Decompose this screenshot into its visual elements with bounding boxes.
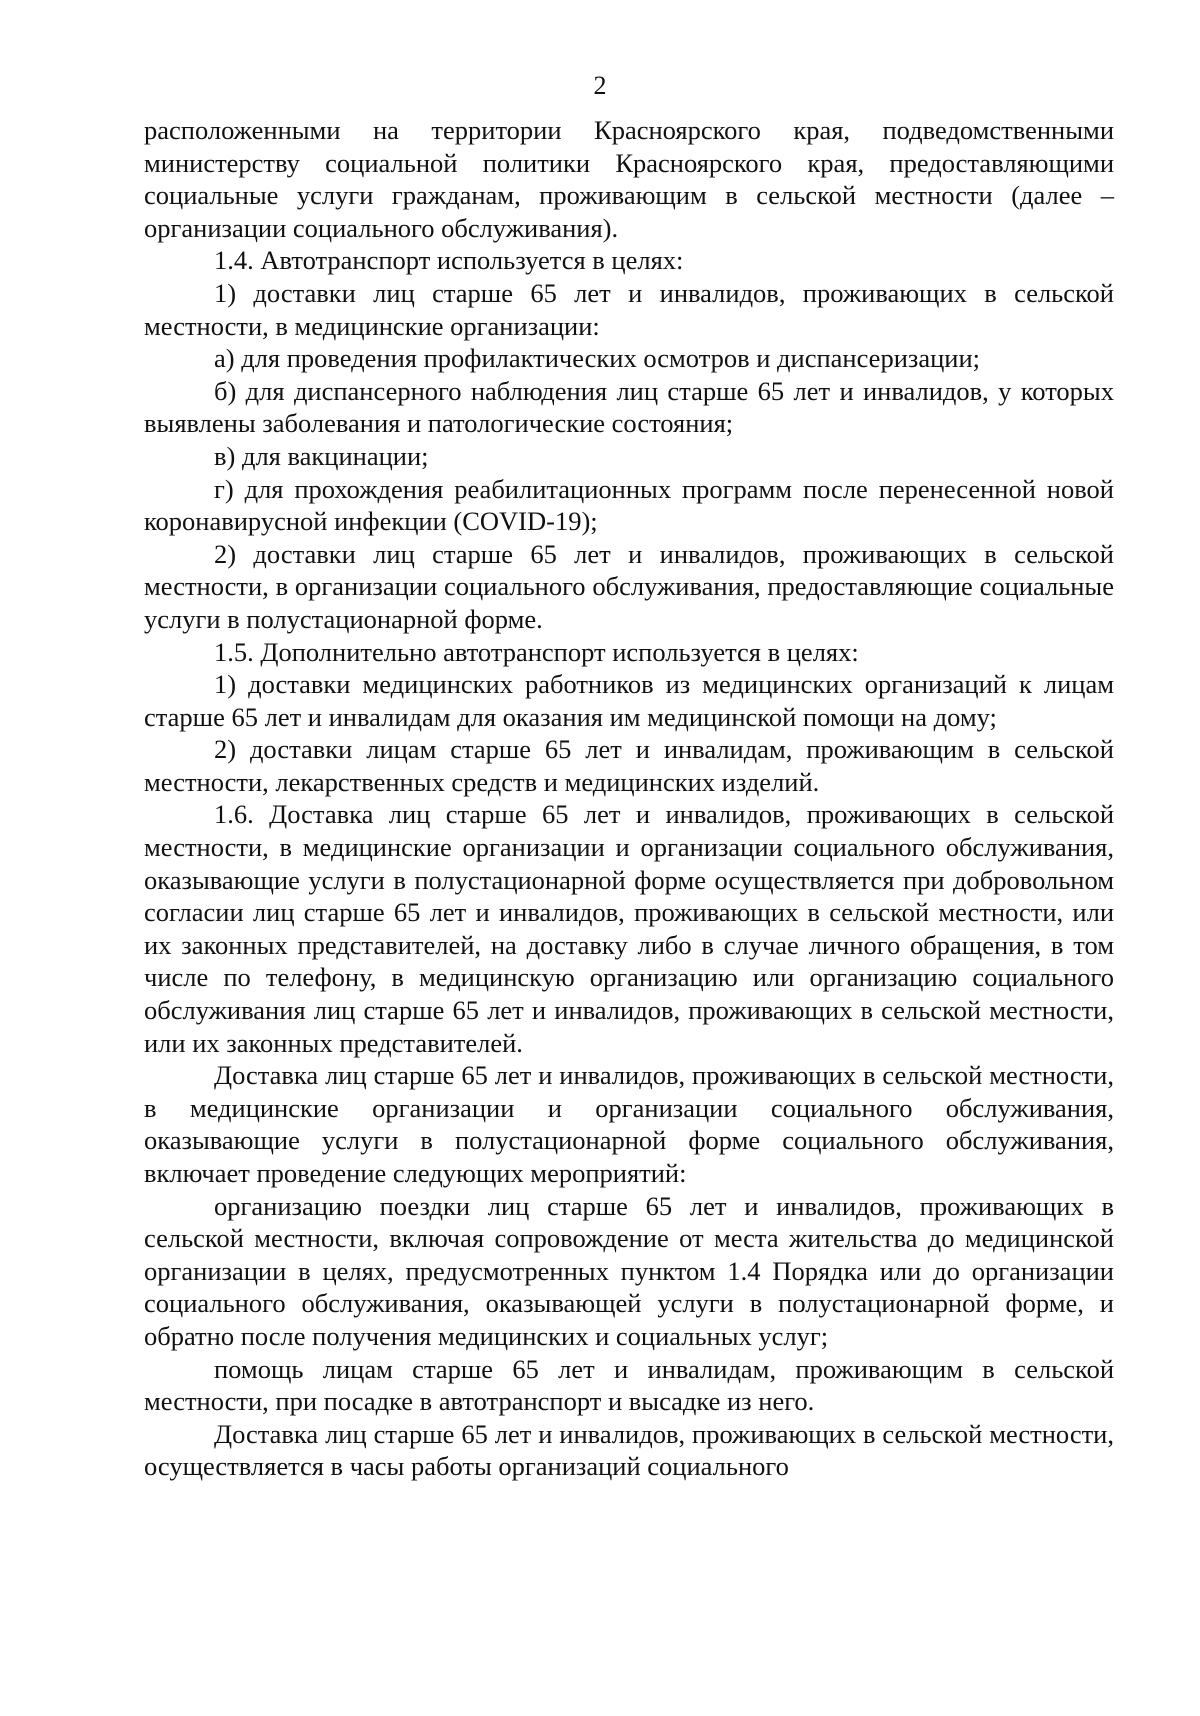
paragraph: б) для диспансерного наблюдения лиц старше 65 лет и инвалидов, у которых выявлены заболевания и патологические состояния; bbox=[144, 375, 1114, 439]
paragraph: 1.4. Автотранспорт используется в целях: bbox=[214, 245, 684, 276]
paragraph: 1) доставки лиц старше 65 лет и инвалидов, проживающих в сельской местности, в медицинские организации: bbox=[144, 277, 1114, 341]
paragraph: 1.5. Дополнительно автотранспорт используется в целях: bbox=[214, 636, 859, 667]
paragraph: г) для прохождения реабилитационных программ после перенесенной новой коронавирусной инфекции (COVID-19); bbox=[144, 473, 1114, 537]
paragraph: Доставка лиц старше 65 лет и инвалидов, проживающих в сельской местности, в медицинские организации и организации социального обслуживания, оказывающие услуги в полустационарной форме социального обслуживания, включает проведение следующих мероприятий: bbox=[144, 1060, 1114, 1188]
paragraph: 1) доставки медицинских работников из медицинских организаций к лицам старше 65 лет и инвалидам для оказания им медицинской помощи на дому; bbox=[144, 669, 1114, 732]
paragraph: в) для вакцинации; bbox=[214, 440, 429, 471]
paragraph: 2) доставки лиц старше 65 лет и инвалидов, проживающих в сельской местности, в организации социального обслуживания, предоставляющие социальные услуги в полустационарной форме. bbox=[144, 538, 1114, 634]
paragraph: Доставка лиц старше 65 лет и инвалидов, проживающих в сельской местности, осуществляется в часы работы организаций социального bbox=[144, 1418, 1114, 1482]
paragraph: 2) доставки лицам старше 65 лет и инвалидам, проживающим в сельской местности, лекарственных средств и медицинских изделий. bbox=[144, 734, 1114, 797]
document-body bbox=[144, 114, 1114, 1483]
paragraph: помощь лицам старше 65 лет и инвалидам, проживающим в сельской местности, при посадке в автотранспорт и высадке из него. bbox=[144, 1353, 1114, 1417]
paragraph: 1.6. Доставка лиц старше 65 лет и инвалидов, проживающих в сельской местности, в медицинские организации и организации социального обслуживания, оказывающие услуги в полустационарной форме осуществляется при добровольном согласии лиц старше 65 лет и инвалидов, проживающих в сельской местности, или их законных представителей, на доставку либо в случае личного обращения, в том числе по телефону, в медицинскую организацию или организацию социального обслуживания лиц старше 65 лет и инвалидов, проживающих в сельской местности, или их законных представителей. bbox=[144, 799, 1114, 1058]
paragraph: организацию поездки лиц старше 65 лет и инвалидов, проживающих в сельской местности, включая сопровождение от места жительства до медицинской организации в целях, предусмотренных пунктом 1.4 Порядка или до организации социального обслуживания, оказывающей услуги в полустационарной форме, и обратно после получения медицинских и социальных услуг; bbox=[144, 1190, 1114, 1351]
paragraph: расположенными на территории Красноярского края, подведомственными министерству социальной политики Красноярского края, предоставляющими социальные услуги гражданам, проживающим в сельской местности (далее – организации социального обслуживания). bbox=[144, 115, 1114, 243]
paragraph: а) для проведения профилактических осмотров и диспансеризации; bbox=[214, 343, 981, 374]
page-number: 2 bbox=[593, 71, 607, 100]
